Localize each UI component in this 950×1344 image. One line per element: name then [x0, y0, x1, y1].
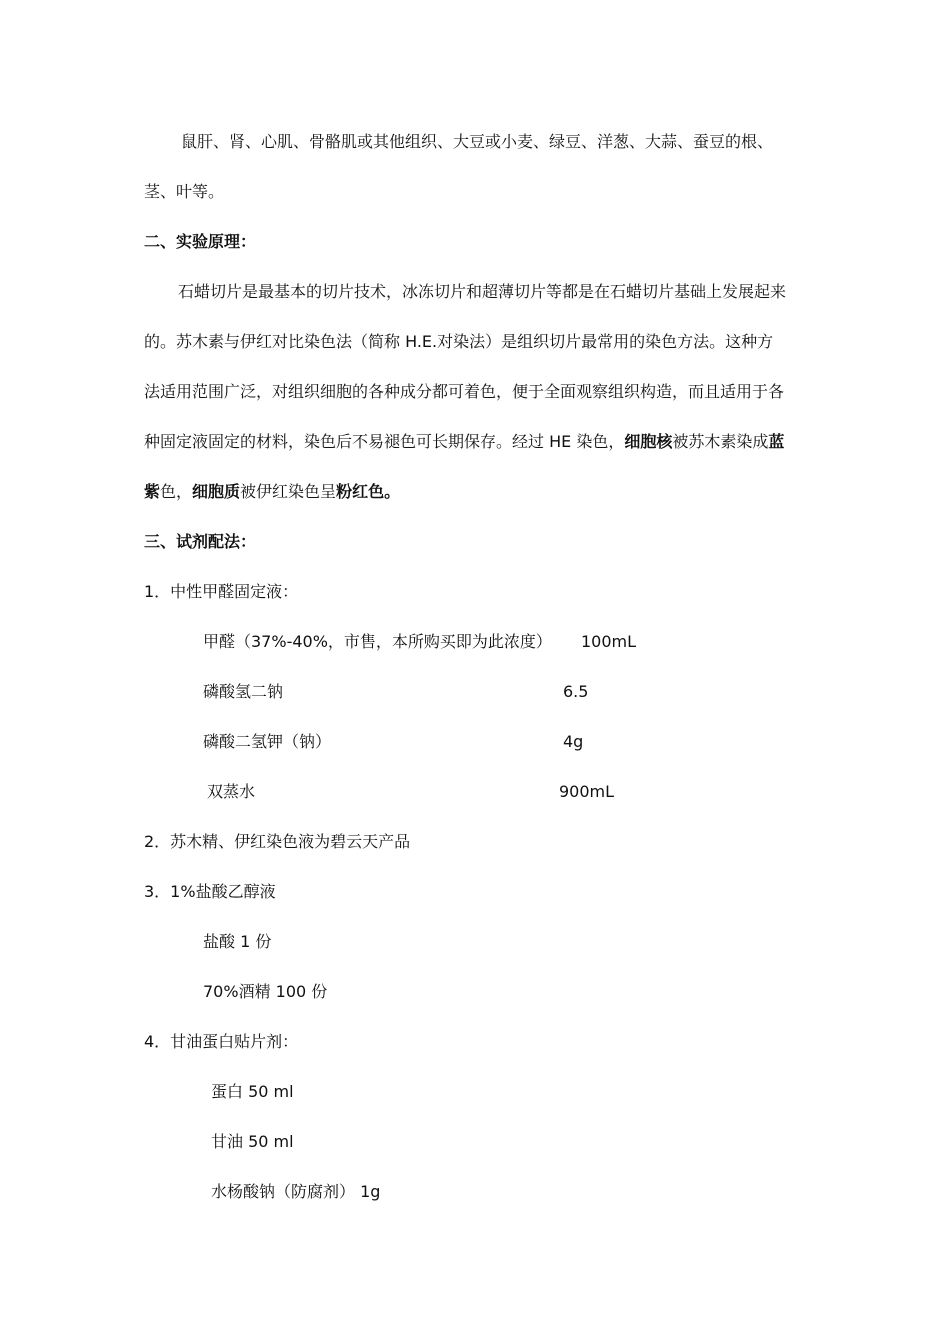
reagent-3-row-1: 盐酸 1 份 [203, 932, 272, 951]
principle-line-5 [144, 480, 400, 504]
purple-term: 紫 [144, 482, 161, 501]
reagent-4-row-1: 蛋白 50 ml [211, 1082, 294, 1101]
reagent-1-row-4-amount: 900mL [559, 782, 615, 801]
principle-line-4-text: 种固定液固定的材料，染色后不易褪色可长期保存。经过 HE 染色， [144, 432, 625, 451]
reagent-1-title: 1．中性甲醛固定液： [144, 582, 299, 601]
pink-term: 粉红色。 [336, 482, 401, 501]
principle-line-2: 的。苏木素与伊红对比染色法（简称 H.E.对染法）是组织切片最常用的染色方法。这种方 [144, 332, 774, 351]
reagent-1-row-1-amount: 100mL [581, 632, 637, 651]
reagent-4-title: 4．甘油蛋白贴片剂： [144, 1032, 299, 1051]
reagent-1-row-2-name: 磷酸氢二钠 [203, 682, 284, 701]
reagent-3-title: 3．1%盐酸乙醇液 [144, 882, 276, 901]
nucleus-term: 细胞核 [624, 432, 673, 451]
principle-line-5-mid2: 被伊红染色呈 [240, 482, 337, 501]
principle-line-1-text: 石蜡切片是最基本的切片技术，冰冻切片和超薄切片等都是在石蜡切片基础上发展起来 [178, 282, 787, 301]
section-3-heading: 三、试剂配法： [144, 532, 257, 551]
principle-line-4 [144, 430, 784, 454]
reagent-3-row-2: 70%酒精 100 份 [203, 982, 328, 1001]
cytoplasm-term: 细胞质 [192, 482, 241, 501]
reagent-1-row-3-name: 磷酸二氢钾（钠） [203, 732, 332, 751]
reagent-1-row-4-name: 双蒸水 [207, 782, 256, 801]
reagent-1-row-2-amount: 6.5 [563, 682, 589, 701]
reagent-4-row-3: 水杨酸钠（防腐剂） 1g [211, 1182, 381, 1201]
materials-line-2: 茎、叶等。 [144, 182, 225, 201]
reagent-4-row-2: 甘油 50 ml [211, 1132, 294, 1151]
reagent-1-row-3-amount: 4g [563, 732, 584, 751]
principle-line-5-mid1: 色， [160, 482, 193, 501]
section-2-heading: 二、实验原理： [144, 232, 257, 251]
reagent-2-title: 2．苏木精、伊红染色液为碧云天产品 [144, 832, 411, 851]
principle-line-4-mid: 被苏木素染成 [672, 432, 769, 451]
reagent-1-row-1-name: 甲醛（37%-40%，市售，本所购买即为此浓度） [203, 632, 552, 651]
blue-term: 蓝 [768, 432, 785, 451]
principle-line-3: 法适用范围广泛，对组织细胞的各种成分都可着色，便于全面观察组织构造，而且适用于各 [144, 382, 785, 401]
principle-line-1 [144, 280, 806, 304]
materials-line-1: 鼠肝、肾、心肌、骨骼肌或其他组织、大豆或小麦、绿豆、洋葱、大蒜、蚕豆的根、 [181, 132, 774, 151]
